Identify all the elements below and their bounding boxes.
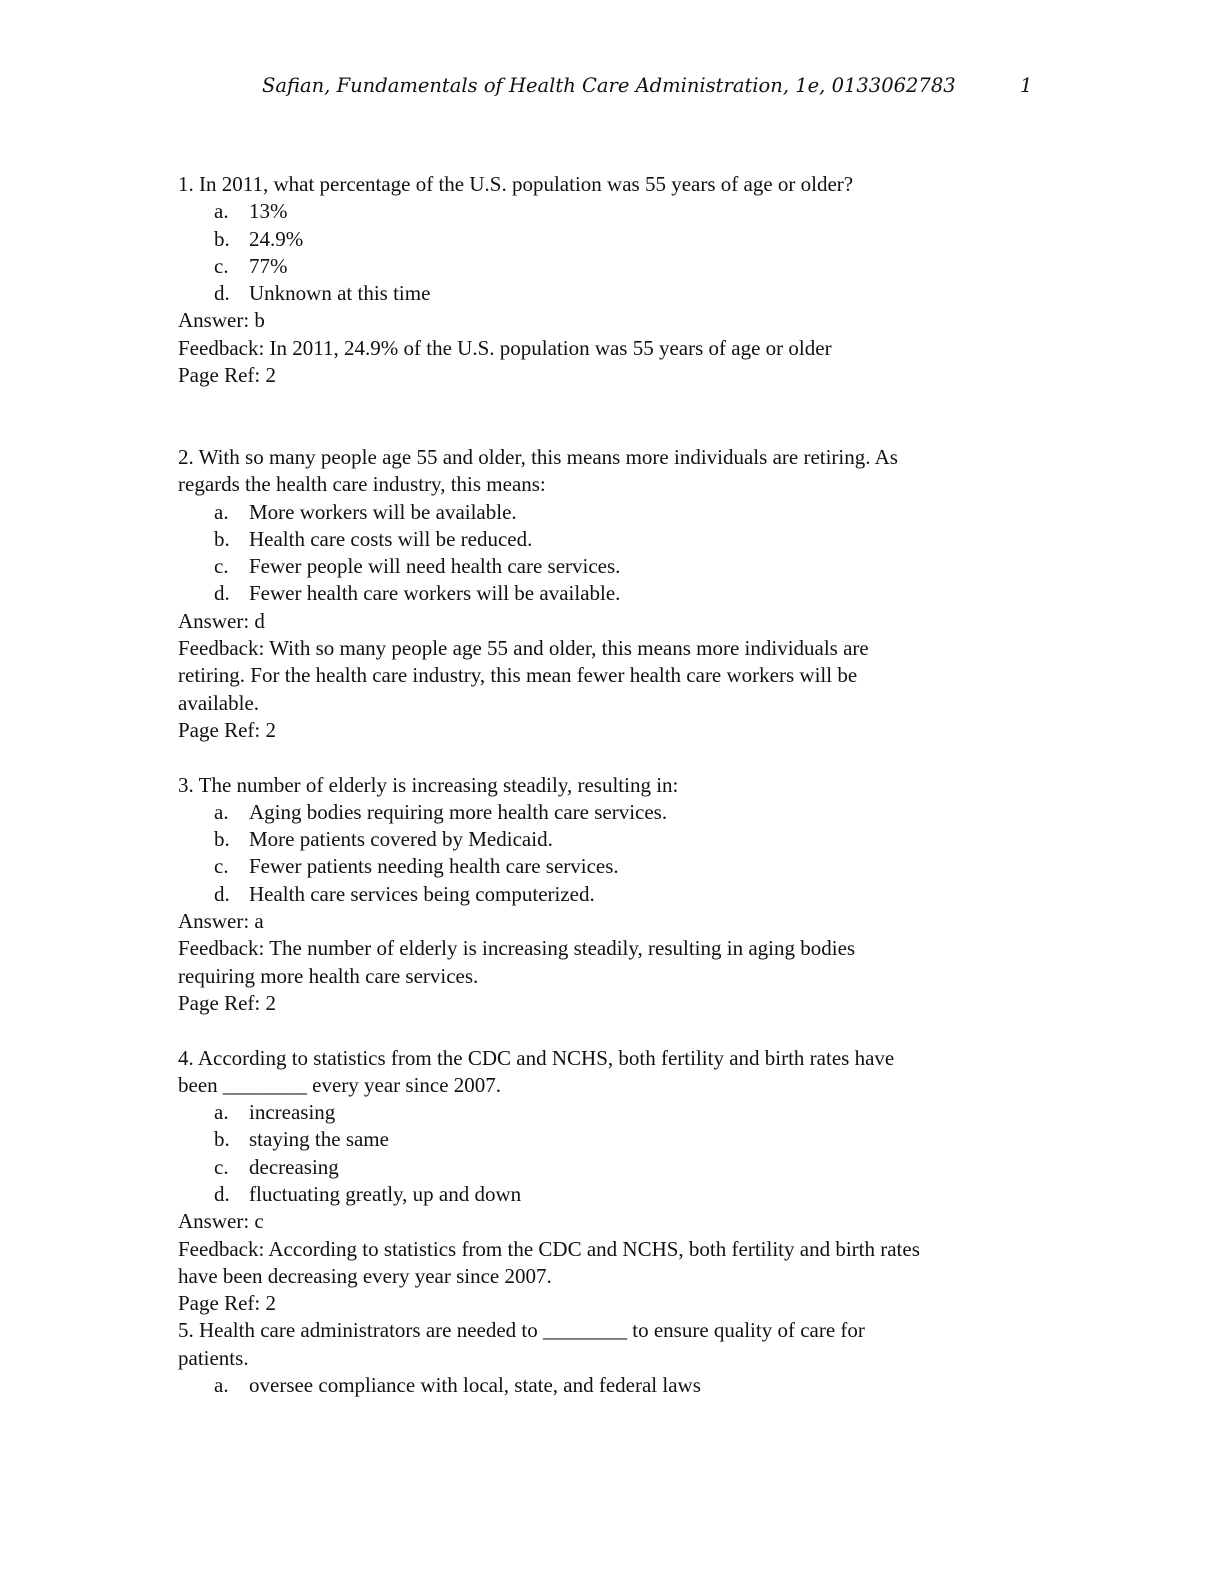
spacer — [178, 744, 1038, 771]
option-c — [178, 1154, 1038, 1181]
page-ref: Page Ref: 2 — [178, 363, 276, 388]
feedback-line: Feedback: The number of elderly is increasing steadily, resulting in aging bodies — [178, 936, 856, 961]
answer-line: Answer: c — [178, 1209, 264, 1234]
feedback-line: Feedback: According to statistics from the CDC and NCHS, both fertility and birth rates — [178, 1236, 920, 1261]
option-b — [178, 1126, 1038, 1153]
question-stem: 3. The number of elderly is increasing steadily, resulting in: — [178, 772, 679, 797]
option-letter: d. — [214, 1181, 230, 1206]
option-letter: b. — [214, 226, 230, 251]
spacer — [178, 389, 1038, 444]
option-letter: b. — [214, 526, 230, 551]
question-stem: 4. According to statistics from the CDC and NCHS, both fertility and birth rates have — [178, 1045, 895, 1070]
option-c — [178, 853, 1038, 880]
option-letter: a. — [214, 499, 229, 524]
option-letter: a. — [214, 1100, 229, 1125]
option-text: staying the same — [249, 1127, 389, 1152]
option-d — [178, 280, 1038, 307]
option-letter: a. — [214, 799, 229, 824]
option-text: Fewer patients needing health care services. — [249, 854, 619, 879]
option-letter: d. — [214, 281, 230, 306]
option-letter: b. — [214, 827, 230, 852]
option-text: increasing — [249, 1100, 336, 1125]
feedback-line: have been decreasing every year since 2007. — [178, 1263, 552, 1288]
option-text: Aging bodies requiring more health care services. — [249, 799, 668, 824]
option-c — [178, 553, 1038, 580]
option-letter: a. — [214, 199, 229, 224]
question-2 — [178, 444, 1038, 744]
option-letter: c. — [214, 253, 229, 278]
question-stem: 5. Health care administrators are needed to ________ to ensure quality of care for — [178, 1318, 865, 1343]
option-a — [178, 1372, 1038, 1399]
option-text: More workers will be available. — [249, 499, 517, 524]
option-d — [178, 1181, 1038, 1208]
question-5 — [178, 1317, 1038, 1399]
option-text: Fewer people will need health care services. — [249, 554, 621, 579]
question-1 — [178, 171, 1038, 389]
option-a — [178, 799, 1038, 826]
feedback-line: available. — [178, 690, 260, 715]
page-ref: Page Ref: 2 — [178, 1291, 276, 1316]
answer-line: Answer: a — [178, 909, 264, 934]
option-letter: c. — [214, 1154, 229, 1179]
spacer — [178, 1017, 1038, 1044]
option-b — [178, 226, 1038, 253]
option-letter: c. — [214, 554, 229, 579]
question-stem: regards the health care industry, this means: — [178, 472, 546, 497]
option-text: Health care services being computerized. — [249, 881, 595, 906]
answer-line: Answer: d — [178, 608, 265, 633]
option-text: decreasing — [249, 1154, 339, 1179]
option-letter: d. — [214, 881, 230, 906]
option-letter: d. — [214, 581, 230, 606]
question-stem: been ________ every year since 2007. — [178, 1072, 502, 1097]
page-number: 1 — [1020, 74, 1033, 97]
option-text: fluctuating greatly, up and down — [249, 1181, 522, 1206]
running-header-title: Safian, Fundamentals of Health Care Administration, 1e, 0133062783 — [262, 74, 956, 97]
feedback-line: Feedback: With so many people age 55 and older, this means more individuals are — [178, 636, 869, 661]
question-3 — [178, 772, 1038, 1018]
option-c — [178, 253, 1038, 280]
feedback-line: requiring more health care services. — [178, 963, 479, 988]
option-letter: a. — [214, 1373, 229, 1398]
question-stem: 1. In 2011, what percentage of the U.S. population was 55 years of age or older? — [178, 172, 854, 196]
question-stem: patients. — [178, 1345, 249, 1370]
option-letter: b. — [214, 1127, 230, 1152]
question-stem: 2. With so many people age 55 and older, this means more individuals are retiring. As — [178, 444, 898, 469]
option-d — [178, 881, 1038, 908]
question-4 — [178, 1045, 1038, 1318]
option-b — [178, 526, 1038, 553]
page-ref: Page Ref: 2 — [178, 990, 276, 1015]
option-b — [178, 826, 1038, 853]
option-text: 13% — [249, 199, 288, 224]
option-a — [178, 1099, 1038, 1126]
option-a — [178, 499, 1038, 526]
feedback-line: retiring. For the health care industry, this mean fewer health care workers will be — [178, 663, 858, 688]
page-ref: Page Ref: 2 — [178, 717, 276, 742]
option-a — [178, 198, 1038, 225]
option-text: 77% — [249, 253, 288, 278]
answer-line: Answer: b — [178, 308, 265, 333]
option-letter: c. — [214, 854, 229, 879]
question-list — [178, 171, 1038, 1399]
option-text: Unknown at this time — [249, 281, 431, 306]
option-text: Health care costs will be reduced. — [249, 526, 533, 551]
page-header — [0, 70, 1224, 102]
option-text: 24.9% — [249, 226, 304, 251]
option-text: More patients covered by Medicaid. — [249, 827, 553, 852]
option-text: Fewer health care workers will be available. — [249, 581, 621, 606]
feedback-line: Feedback: In 2011, 24.9% of the U.S. population was 55 years of age or older — [178, 335, 832, 360]
option-d — [178, 580, 1038, 607]
option-text: oversee compliance with local, state, and federal laws — [249, 1373, 701, 1398]
